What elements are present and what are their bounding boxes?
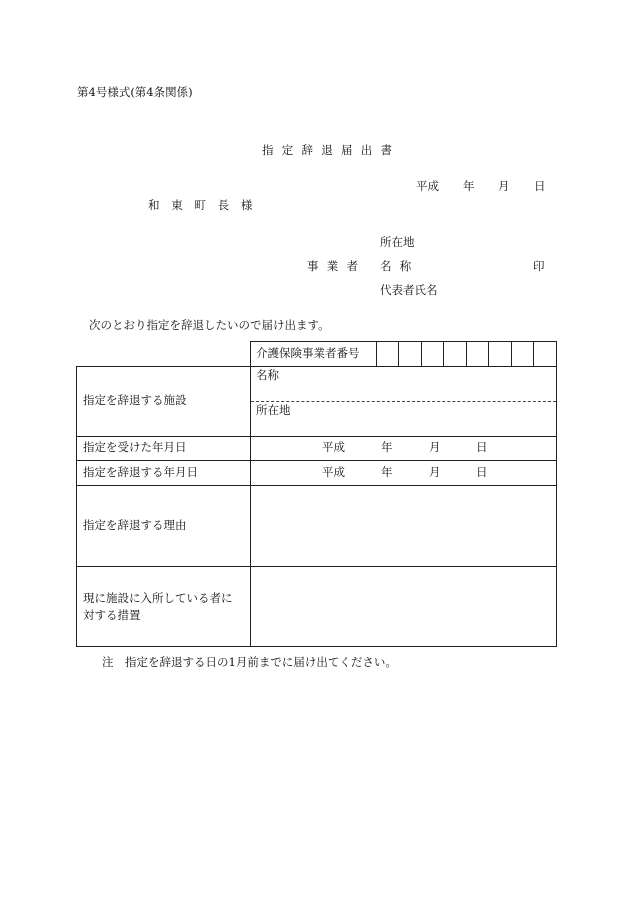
withdrawal-date-month: 月 xyxy=(429,465,441,479)
withdrawal-date-label: 指定を辞退する年月日 xyxy=(83,465,198,479)
date-year: 年 xyxy=(463,179,475,193)
designated-date-month: 月 xyxy=(429,440,441,454)
addressee: 和 東 町 長 様 xyxy=(148,198,257,212)
measures-field[interactable] xyxy=(251,567,556,646)
provider-number-boxes[interactable] xyxy=(377,342,556,366)
facility-address-label: 所在地 xyxy=(256,403,291,417)
designated-date-day: 日 xyxy=(476,440,488,454)
withdrawal-date-day: 日 xyxy=(476,465,488,479)
applicant-address-label: 所在地 xyxy=(380,235,415,249)
designated-date-label: 指定を受けた年月日 xyxy=(83,440,187,454)
applicant-group-label: 事 業 者 xyxy=(307,259,361,273)
reason-field[interactable] xyxy=(251,486,556,566)
withdrawal-date-era: 平成 xyxy=(322,465,345,479)
applicant-name-label: 名 称 xyxy=(380,259,414,273)
date-day: 日 xyxy=(534,179,546,193)
facility-name-label: 名称 xyxy=(256,368,279,382)
form-number: 第4号様式(第4条関係) xyxy=(77,85,193,99)
measures-label-line2: 対する措置 xyxy=(83,608,141,622)
reason-label: 指定を辞退する理由 xyxy=(83,518,187,532)
applicant-representative-label: 代表者氏名 xyxy=(380,283,438,297)
seal-mark: 印 xyxy=(533,259,545,273)
designated-date-year: 年 xyxy=(381,440,393,454)
designated-date-era: 平成 xyxy=(322,440,345,454)
date-era: 平成 xyxy=(416,179,439,193)
provider-number-label: 介護保険事業者番号 xyxy=(256,346,360,360)
withdrawal-date-year: 年 xyxy=(381,465,393,479)
document-title: 指 定 辞 退 届 出 書 xyxy=(262,143,395,157)
intro-text: 次のとおり指定を辞退したいので届け出ます。 xyxy=(89,318,330,332)
date-month: 月 xyxy=(498,179,510,193)
facility-label: 指定を辞退する施設 xyxy=(83,393,187,407)
measures-label-line1: 現に施設に入所している者に xyxy=(83,591,233,605)
note-text: 注 指定を辞退する日の1月前までに届け出てください。 xyxy=(102,655,397,669)
